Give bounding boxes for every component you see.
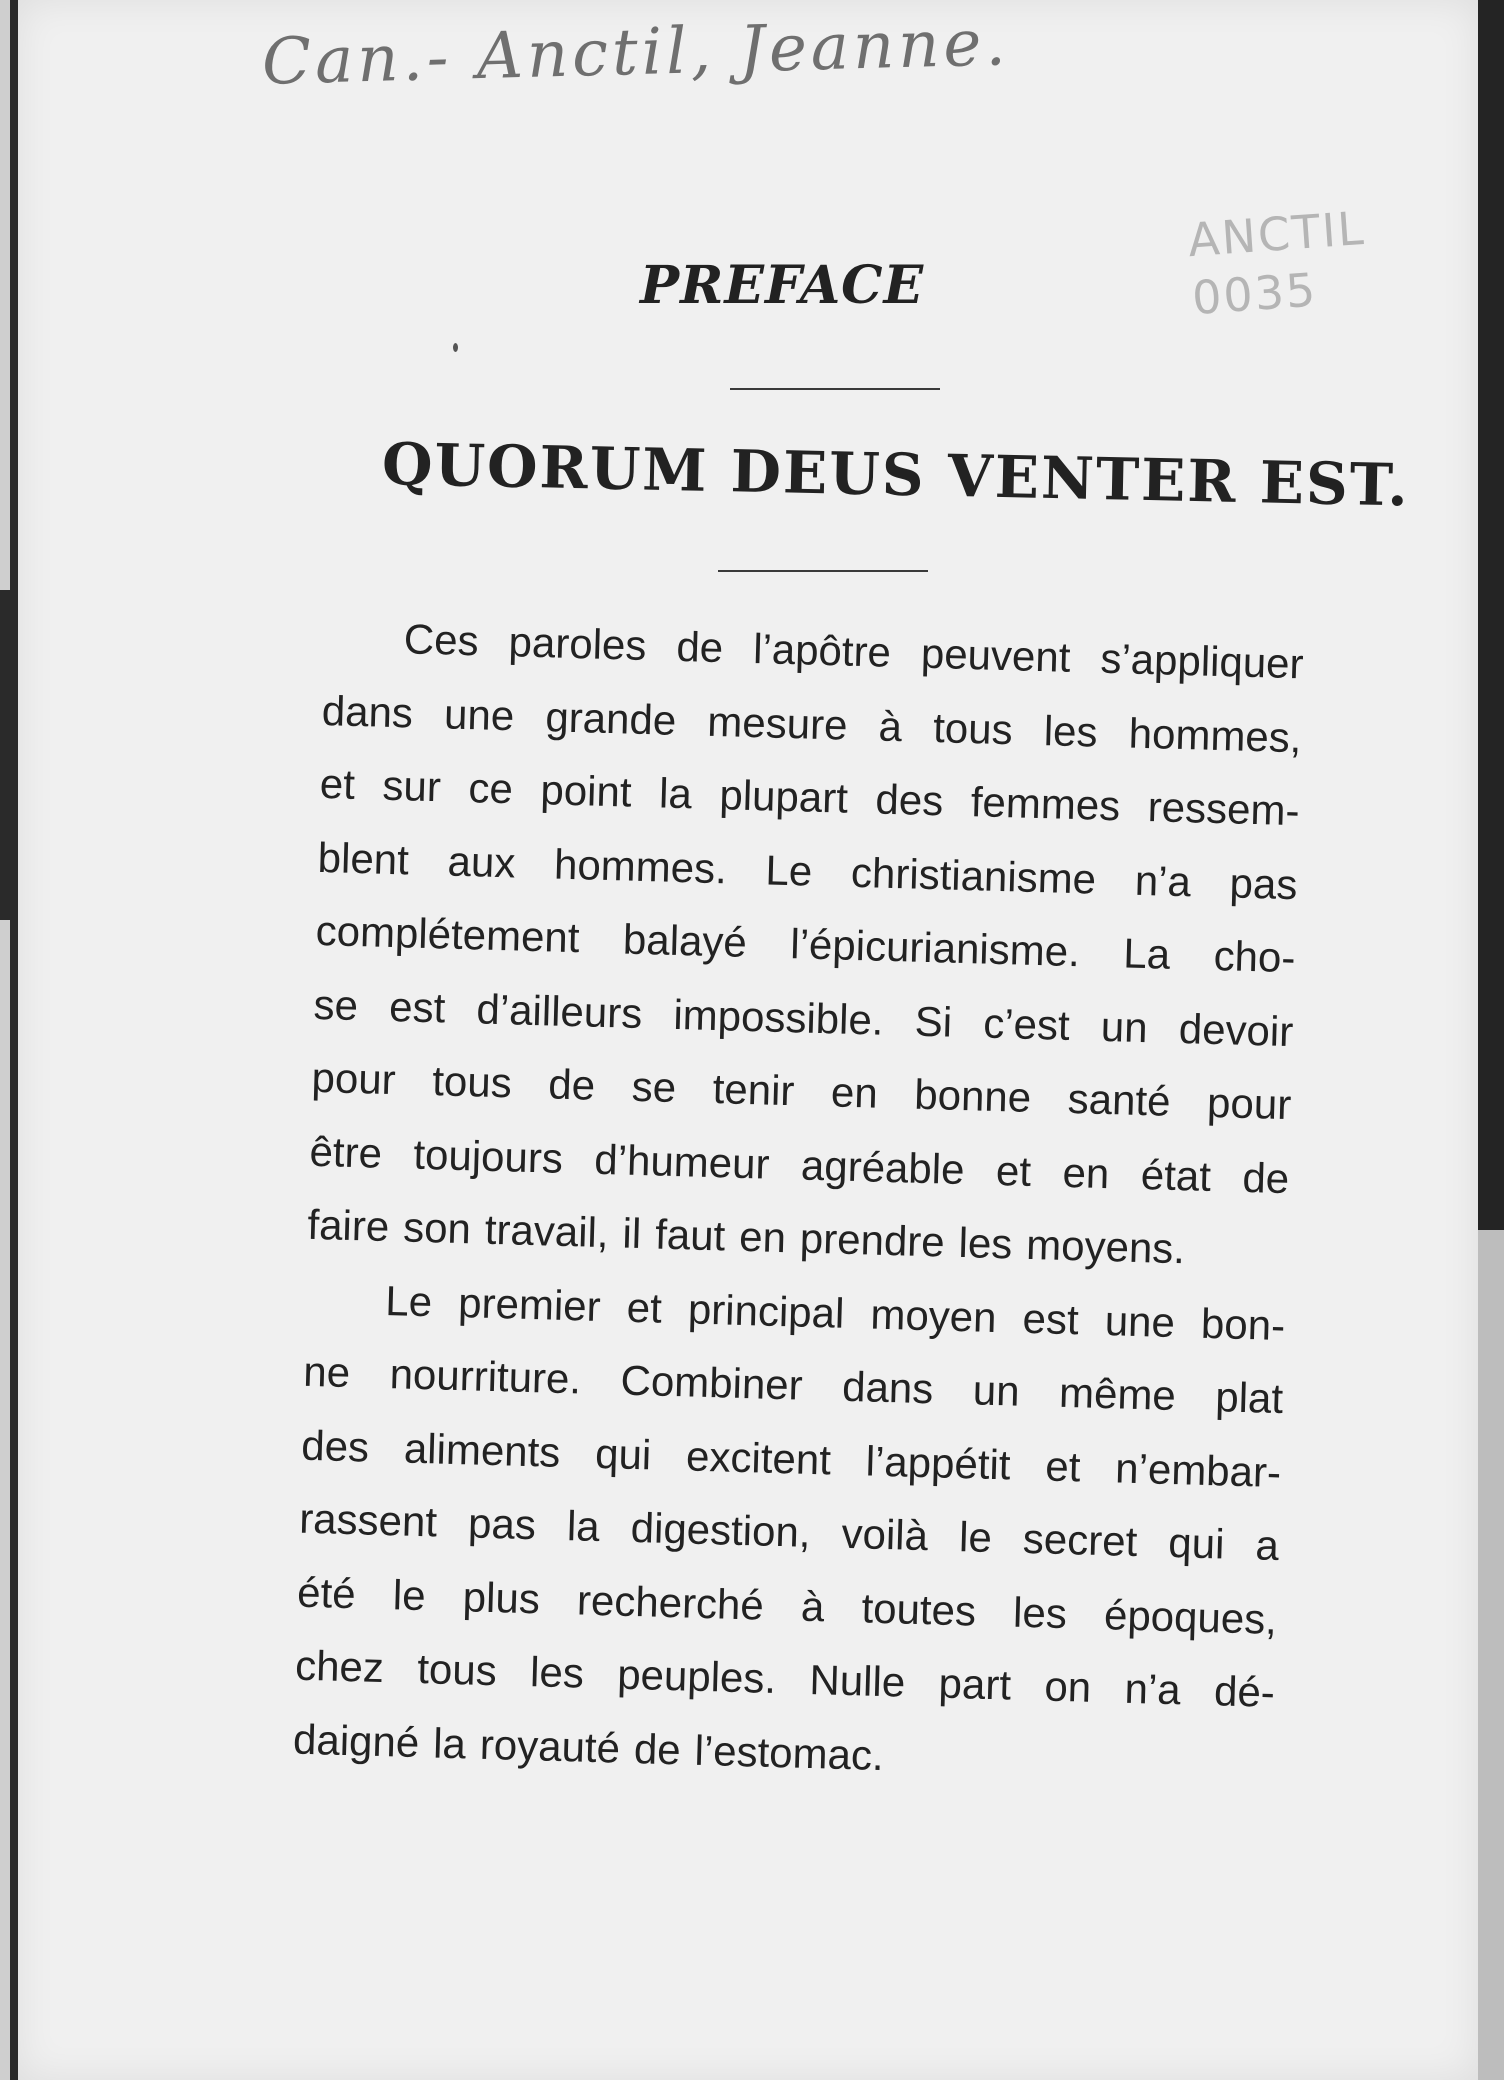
word: hommes,: [1128, 709, 1303, 761]
word: bon-: [1200, 1299, 1286, 1349]
word: même: [1058, 1368, 1177, 1420]
word: un: [972, 1366, 1021, 1415]
word: se: [631, 1062, 677, 1111]
paragraph: [307, 600, 1305, 1289]
word: tous: [431, 1057, 513, 1107]
word: peuples.: [616, 1650, 777, 1703]
word: les: [1012, 1588, 1068, 1637]
speck-mark: [453, 343, 458, 352]
word: peuvent: [920, 629, 1072, 681]
word: tous: [416, 1645, 498, 1695]
word: dans: [841, 1362, 934, 1413]
word: on: [1043, 1662, 1092, 1711]
word: faire: [306, 1200, 390, 1251]
word: c’est: [982, 999, 1071, 1049]
word: le: [958, 1513, 993, 1561]
word: une: [1104, 1296, 1176, 1346]
word: La: [1122, 929, 1171, 978]
word: des: [874, 775, 944, 825]
word: l’épicurianisme.: [789, 920, 1081, 976]
word: plus: [462, 1572, 541, 1622]
word: de: [633, 1724, 682, 1773]
word: tous: [932, 703, 1014, 753]
word: la: [432, 1718, 467, 1767]
word: blent: [317, 833, 410, 883]
word: paroles: [508, 618, 648, 669]
word: époques,: [1103, 1590, 1278, 1643]
word: recherché: [576, 1575, 765, 1629]
word: digestion,: [630, 1503, 812, 1556]
word: part: [938, 1659, 1012, 1709]
word: agréable: [800, 1141, 966, 1193]
divider-rule-top: [730, 388, 940, 390]
word: d’humeur: [593, 1135, 771, 1188]
word: pas: [1229, 858, 1299, 908]
word: royauté: [479, 1720, 621, 1772]
left-border-highlight-top: [0, 0, 10, 590]
word: et: [1044, 1441, 1082, 1490]
word: d’ailleurs: [475, 984, 643, 1037]
word: une: [443, 689, 515, 739]
stamp-line-number: 0035: [1190, 262, 1319, 326]
word: se: [313, 980, 359, 1029]
word: ne: [302, 1347, 351, 1396]
word: moyen: [869, 1290, 998, 1341]
word: Si: [914, 997, 953, 1046]
word: toutes: [860, 1583, 977, 1635]
word: faut: [654, 1210, 726, 1260]
word: tenir: [712, 1065, 796, 1115]
word: prendre: [799, 1214, 946, 1266]
word: de: [1241, 1153, 1290, 1202]
word: point: [539, 766, 633, 816]
word: nourriture.: [389, 1350, 582, 1403]
stamp-line-name: ANCTIL: [1186, 200, 1367, 268]
word: dans: [321, 686, 414, 736]
right-border-highlight: [1478, 1230, 1504, 2080]
word: premier: [457, 1278, 602, 1330]
word: sur: [381, 761, 442, 811]
word: rassent: [298, 1494, 438, 1546]
word: été: [296, 1568, 357, 1617]
word: Combiner: [620, 1356, 804, 1409]
word: impossible.: [672, 990, 885, 1044]
word: devoir: [1178, 1004, 1294, 1055]
word: santé: [1067, 1074, 1172, 1125]
word: moyens.: [1025, 1220, 1186, 1273]
word: et: [319, 759, 356, 808]
word: pour: [1206, 1078, 1292, 1129]
word: qui: [1167, 1518, 1226, 1568]
word: a: [1254, 1521, 1280, 1569]
word: Ces: [403, 615, 480, 665]
word: à: [800, 1582, 826, 1630]
word: il: [621, 1209, 642, 1258]
word: la: [566, 1502, 601, 1551]
word: travail,: [484, 1205, 610, 1257]
word: s’appliquer: [1099, 634, 1305, 688]
word: chez: [294, 1641, 385, 1692]
word: de: [675, 622, 724, 672]
body-text: [292, 600, 1304, 1803]
word: dé-: [1213, 1667, 1276, 1716]
word: la: [658, 769, 693, 818]
chapter-title: QUORUM DEUS VENTER EST.: [381, 430, 1411, 520]
word: ce: [467, 764, 514, 813]
word: secret: [1022, 1514, 1138, 1566]
word: Le: [384, 1276, 433, 1325]
word: christianisme: [850, 848, 1097, 903]
word: son: [402, 1203, 472, 1253]
word: hommes.: [553, 840, 728, 892]
word: plat: [1214, 1373, 1284, 1423]
word: en: [738, 1212, 787, 1262]
word: des: [300, 1421, 370, 1471]
word: excitent: [685, 1431, 832, 1483]
word: aliments: [403, 1424, 562, 1476]
preface-heading: PREFACE: [640, 255, 925, 316]
word: cho-: [1213, 931, 1297, 982]
word: l’apôtre: [752, 624, 892, 676]
word: femmes: [970, 778, 1121, 830]
word: balayé: [622, 915, 748, 966]
word: et: [995, 1146, 1032, 1195]
word: principal: [687, 1284, 846, 1337]
word: voilà: [841, 1509, 929, 1560]
word: en: [830, 1068, 879, 1117]
word: n’embar-: [1114, 1443, 1282, 1496]
word: toujours: [412, 1130, 564, 1182]
word: l’appétit: [865, 1436, 1012, 1488]
paragraph: [292, 1261, 1286, 1803]
word: un: [1100, 1002, 1149, 1051]
left-border-highlight-bottom: [0, 920, 10, 2080]
word: et: [626, 1283, 663, 1332]
word: daigné: [292, 1715, 420, 1766]
word: les: [1043, 706, 1099, 756]
word: être: [308, 1127, 383, 1177]
word: état: [1140, 1150, 1212, 1200]
word: Nulle: [808, 1655, 906, 1706]
word: bonne: [913, 1070, 1032, 1121]
word: n’a: [1123, 1664, 1182, 1714]
word: qui: [594, 1429, 652, 1478]
word: de: [547, 1060, 596, 1109]
word: ressem-: [1147, 783, 1301, 835]
word: les: [957, 1218, 1013, 1268]
word: Le: [764, 845, 813, 895]
word: les: [529, 1648, 585, 1697]
word: aux: [447, 837, 517, 886]
word: pas: [467, 1499, 537, 1549]
word: complétement: [315, 906, 581, 962]
word: plupart: [718, 771, 849, 822]
divider-rule-bottom: [718, 570, 928, 572]
word: grande: [544, 692, 677, 744]
word: est: [1022, 1294, 1080, 1343]
handwritten-annotation: Can.- Anctil, Jeanne.: [261, 6, 1011, 100]
word: est: [388, 982, 446, 1032]
word: mesure: [706, 697, 849, 749]
word: en: [1061, 1148, 1110, 1197]
word: n’a: [1134, 856, 1192, 905]
word: l’estomac.: [694, 1726, 885, 1779]
word: le: [392, 1570, 427, 1619]
word: à: [878, 702, 903, 750]
archive-stamp: [1186, 199, 1371, 327]
word: pour: [311, 1053, 397, 1104]
